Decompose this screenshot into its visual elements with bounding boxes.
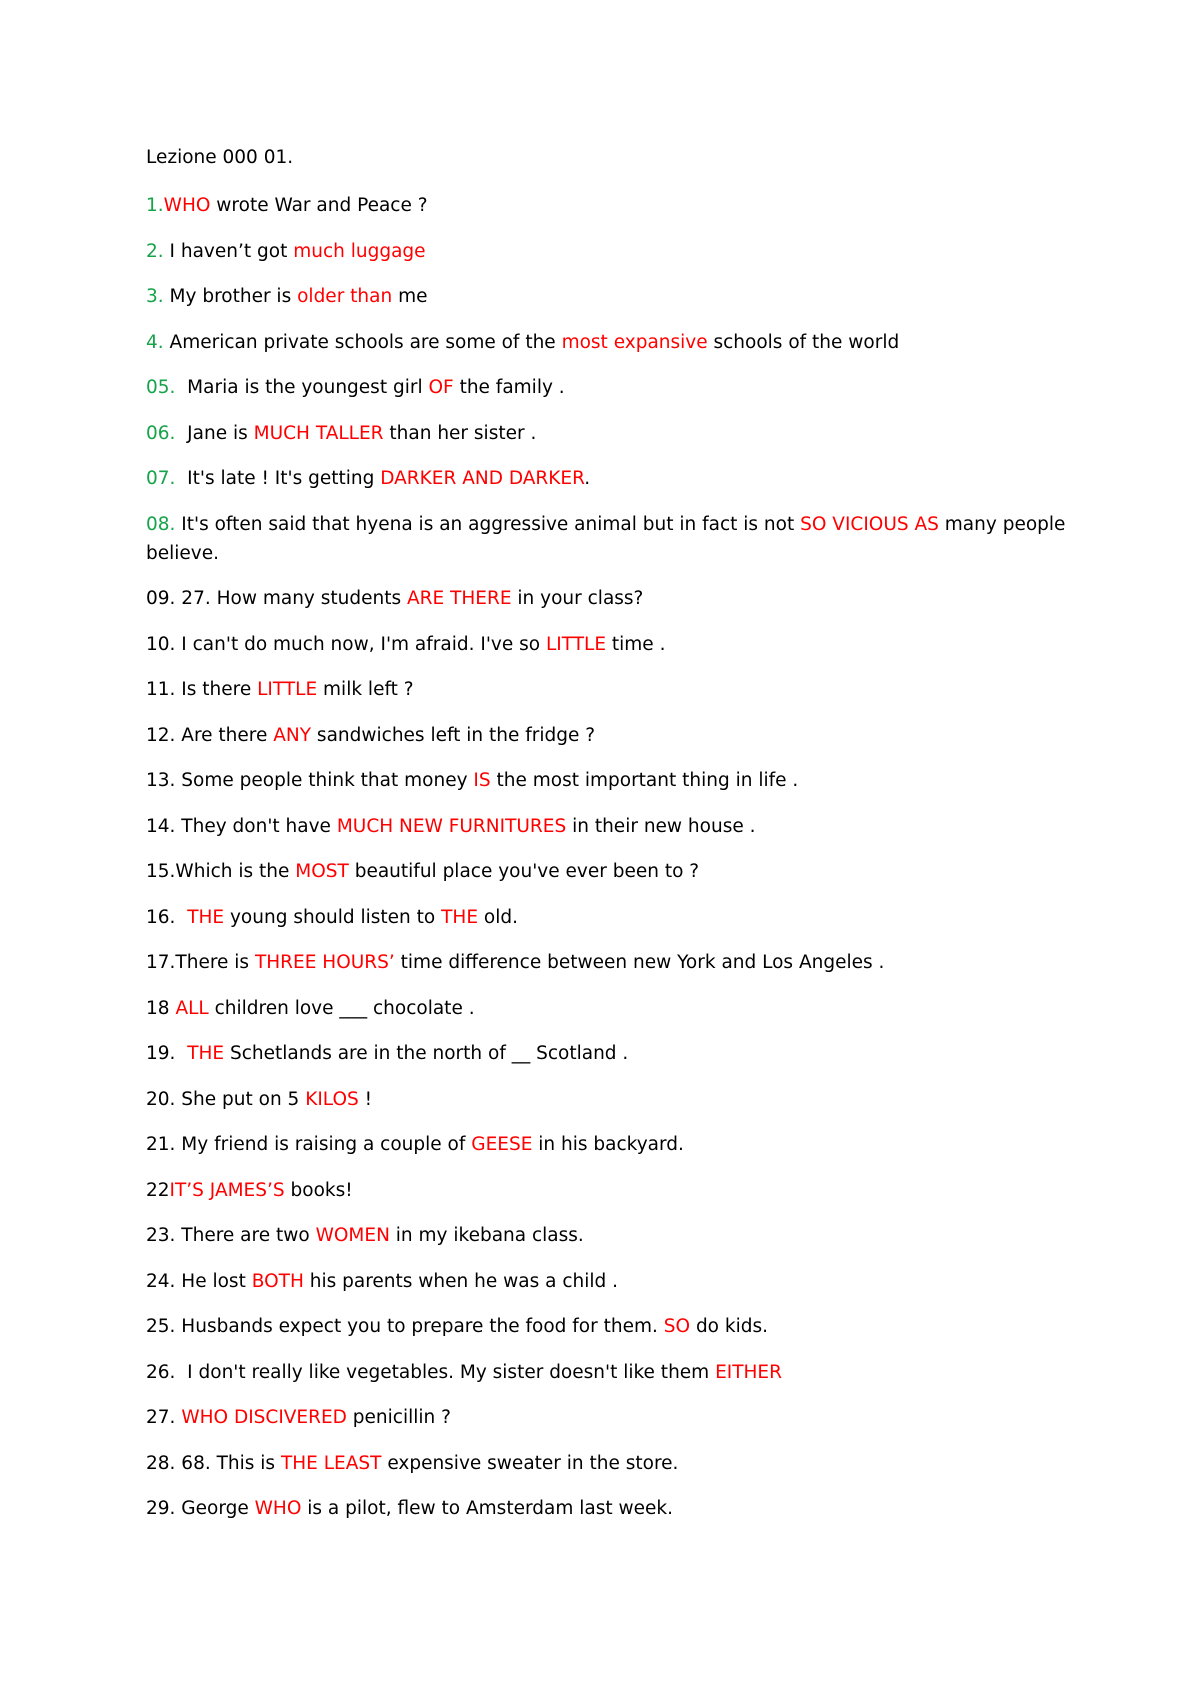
exercise-number: 28. xyxy=(146,1452,176,1474)
sentence-text: the most important thing in life . xyxy=(490,770,799,791)
sentence-text: old. xyxy=(478,906,518,928)
exercise-line xyxy=(146,373,1066,402)
sentence-text: . xyxy=(584,468,591,489)
answer-highlight: ALL xyxy=(175,997,209,1019)
answer-highlight: MUCH NEW FURNITURES xyxy=(336,815,567,837)
exercise-number: 4. xyxy=(146,331,164,353)
exercise-number: 1. xyxy=(146,195,164,216)
sentence-text: My brother is xyxy=(163,286,298,307)
sentence-text: young should listen to xyxy=(224,906,442,928)
exercise-line xyxy=(146,1403,1066,1432)
exercise-line xyxy=(146,766,1066,795)
answer-highlight: WHO DISCIVERED xyxy=(181,1407,347,1428)
exercise-line xyxy=(146,1358,1066,1387)
answer-highlight: LITTLE xyxy=(257,679,318,700)
sentence-text: penicillin ? xyxy=(346,1407,451,1428)
sentence-text: schools of the world xyxy=(707,331,900,353)
exercise-line xyxy=(146,191,1066,220)
exercise-number: 19. xyxy=(146,1043,176,1064)
sentence-text: 68. This is xyxy=(175,1452,281,1474)
answer-highlight: WHO xyxy=(163,195,211,216)
sentence-text: time difference between new York and Los Angeles . xyxy=(394,952,885,973)
exercise-number: 13. xyxy=(146,770,176,791)
sentence-text xyxy=(175,907,187,928)
exercise-line xyxy=(146,1130,1066,1159)
sentence-text: expensive sweater in the store. xyxy=(381,1452,679,1474)
sentence-text: I haven’t got xyxy=(163,240,294,262)
exercise-number: 11. xyxy=(146,679,176,700)
exercise-number: 08. xyxy=(146,513,176,535)
exercise-line xyxy=(146,812,1066,841)
lesson-title: Lezione 000 01. xyxy=(146,147,294,168)
sentence-text: Is there xyxy=(175,679,258,700)
exercise-number: 09. xyxy=(146,588,176,609)
answer-highlight: OF xyxy=(428,377,454,398)
exercise-number: 22 xyxy=(146,1179,170,1201)
sentence-text: My friend is raising a couple of xyxy=(175,1134,472,1155)
exercise-line xyxy=(146,994,1066,1023)
exercise-line xyxy=(146,1176,1066,1205)
exercise-line xyxy=(146,1267,1066,1296)
answer-highlight: ANY xyxy=(273,724,312,746)
exercise-line xyxy=(146,1039,1066,1068)
exercise-line xyxy=(146,1312,1066,1341)
sentence-text: It's late ! It's getting xyxy=(175,468,381,489)
exercise-line xyxy=(146,419,1066,448)
sentence-text: It's often said that hyena is an aggressive animal but in fact is not xyxy=(175,513,801,535)
exercise-line xyxy=(146,464,1066,493)
answer-highlight: THE xyxy=(187,1043,225,1064)
exercise-line xyxy=(146,282,1066,311)
exercise-number: 07. xyxy=(146,468,176,489)
answer-highlight: IT’S JAMES’S xyxy=(169,1179,285,1201)
answer-highlight: much luggage xyxy=(293,240,426,262)
sentence-text: his parents when he was a child . xyxy=(303,1270,618,1292)
sentence-text: There is xyxy=(175,952,255,973)
sentence-text: in his backyard. xyxy=(532,1134,684,1155)
exercise-line xyxy=(146,237,1066,266)
sentence-text: in their new house . xyxy=(566,815,756,837)
exercise-number: 12. xyxy=(146,724,176,746)
sentence-text: the family . xyxy=(453,377,565,398)
answer-highlight: DARKER AND DARKER xyxy=(380,468,585,489)
sentence-text: do kids. xyxy=(690,1316,769,1337)
exercise-number: 3. xyxy=(146,286,164,307)
exercise-number: 21. xyxy=(146,1134,176,1155)
answer-highlight: ARE THERE xyxy=(407,588,512,609)
sentence-text: George xyxy=(175,1498,255,1519)
sentence-text: than her sister . xyxy=(383,422,537,444)
answer-highlight: MOST xyxy=(295,861,349,882)
sentence-text: American private schools are some of the xyxy=(163,331,562,353)
exercise-number: 14. xyxy=(146,815,176,837)
answer-highlight: LITTLE xyxy=(545,633,607,655)
sentence-text: books! xyxy=(284,1179,353,1201)
sentence-text: is a pilot, flew to Amsterdam last week. xyxy=(301,1498,673,1519)
sentence-text: Jane is xyxy=(175,422,254,444)
exercise-line xyxy=(146,903,1066,932)
exercise-number: 20. xyxy=(146,1088,176,1110)
sentence-text: ! xyxy=(358,1088,373,1110)
sentence-text: 27. How many students xyxy=(175,588,407,609)
sentence-text: milk left ? xyxy=(317,679,414,700)
answer-highlight: EITHER xyxy=(715,1361,782,1383)
exercise-line xyxy=(146,584,1066,613)
sentence-text: She put on 5 xyxy=(175,1088,306,1110)
exercise-number: 15. xyxy=(146,861,176,882)
answer-highlight: KILOS xyxy=(305,1088,359,1110)
answer-highlight: GEESE xyxy=(471,1134,533,1155)
answer-highlight: MUCH TALLER xyxy=(253,422,384,444)
sentence-text: Husbands expect you to prepare the food for them. xyxy=(175,1316,664,1337)
exercise-line xyxy=(146,1221,1066,1250)
sentence-text: They don't have xyxy=(175,815,337,837)
exercise-number: 17. xyxy=(146,952,176,973)
answer-highlight: SO xyxy=(663,1316,691,1337)
answer-highlight: THREE HOURS’ xyxy=(254,952,395,973)
exercise-number: 05. xyxy=(146,377,176,398)
exercise-line xyxy=(146,510,1072,568)
sentence-text: Schetlands are in the north of __ Scotland . xyxy=(224,1043,629,1064)
exercise-line xyxy=(146,1494,1066,1523)
sentence-text: I can't do much now, I'm afraid. I've so xyxy=(175,633,546,655)
exercise-line xyxy=(146,721,1066,750)
answer-highlight: THE xyxy=(441,906,479,928)
exercise-number: 2. xyxy=(146,240,164,262)
exercise-number: 06. xyxy=(146,422,176,444)
answer-highlight: IS xyxy=(473,770,491,791)
exercise-number: 26. xyxy=(146,1361,176,1383)
sentence-text xyxy=(175,1043,187,1064)
sentence-text: Which is the xyxy=(175,861,296,882)
exercise-line xyxy=(146,328,1066,357)
exercise-list xyxy=(146,191,1072,1523)
sentence-text: many people believe. xyxy=(146,513,1072,564)
sentence-text: in your class? xyxy=(511,588,644,609)
exercise-number: 27. xyxy=(146,1407,176,1428)
sentence-text: wrote War and Peace ? xyxy=(210,195,428,216)
exercise-number: 23. xyxy=(146,1225,176,1246)
exercise-line xyxy=(146,857,1066,886)
exercise-number: 29. xyxy=(146,1498,176,1519)
sentence-text: children love ___ chocolate . xyxy=(208,997,475,1019)
exercise-number: 10. xyxy=(146,633,176,655)
sentence-text: There are two xyxy=(175,1225,316,1246)
exercise-number: 18 xyxy=(146,997,170,1019)
answer-highlight: WHO xyxy=(254,1498,302,1519)
exercise-line xyxy=(146,675,1066,704)
answer-highlight: WOMEN xyxy=(315,1225,390,1246)
document-page xyxy=(146,146,1072,1540)
exercise-number: 16. xyxy=(146,906,176,928)
sentence-text: He lost xyxy=(175,1270,252,1292)
sentence-text: Are there xyxy=(175,724,274,746)
sentence-text: I don't really like vegetables. My sister doesn't like them xyxy=(175,1361,716,1383)
answer-highlight: BOTH xyxy=(251,1270,304,1292)
answer-highlight: most expansive xyxy=(561,331,708,353)
answer-highlight: THE LEAST xyxy=(280,1452,382,1474)
sentence-text: beautiful place you've ever been to ? xyxy=(348,861,700,882)
answer-highlight: older than xyxy=(297,286,393,307)
exercise-line xyxy=(146,1085,1066,1114)
sentence-text: sandwiches left in the fridge ? xyxy=(311,724,596,746)
exercise-line xyxy=(146,630,1066,659)
answer-highlight: THE xyxy=(187,906,225,928)
sentence-text: Maria is the youngest girl xyxy=(175,377,429,398)
exercise-number: 24. xyxy=(146,1270,176,1292)
answer-highlight: SO VICIOUS AS xyxy=(800,513,939,535)
sentence-text: time . xyxy=(606,633,666,655)
exercise-number: 25. xyxy=(146,1316,176,1337)
sentence-text: me xyxy=(392,286,428,307)
exercise-line xyxy=(146,948,1066,977)
exercise-line xyxy=(146,1449,1066,1478)
sentence-text: in my ikebana class. xyxy=(389,1225,584,1246)
sentence-text: Some people think that money xyxy=(175,770,474,791)
